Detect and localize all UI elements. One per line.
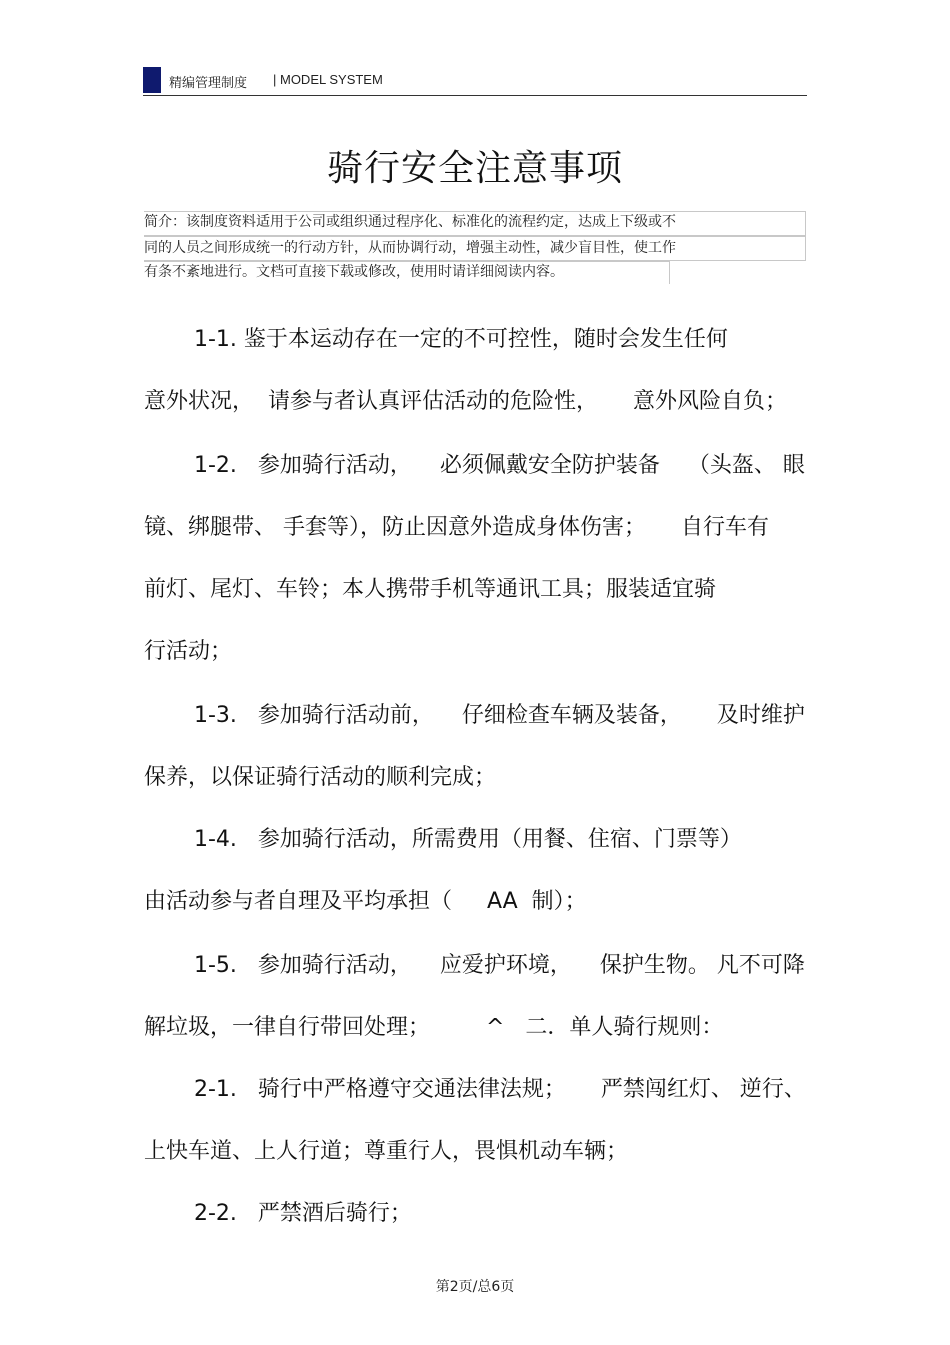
header-system: | MODEL SYSTEM [273,72,383,87]
body-line-1: 1-1. 鉴于本运动存在一定的不可控性，随时会发生任何 [194,327,728,352]
body-line-2: 意外状况， 请参与者认真评估活动的危险性， 意外风险自负； [144,389,787,414]
body-line-11: 1-5. 参加骑行活动， 应爱护环境， 保护生物。 凡不可降 [194,953,805,978]
body-line-15: 2-2. 严禁酒后骑行； [194,1201,412,1226]
body-line-6: 行活动； [144,639,233,664]
body-line-5: 前灯、尾灯、车铃；本人携带手机等通讯工具；服装适宜骑 [144,577,717,602]
body-line-10: 由活动参与者自理及平均承担（ AA 制）； [144,889,587,914]
document-title: 骑行安全注意事项 [326,148,623,189]
body-line-8: 保养，以保证骑行活动的顺利完成； [144,765,497,790]
header-brand: 精编管理制度 [169,76,248,91]
intro-line-2: 同的人员之间形成统一的行动方针，从而协调行动，增强主动性，减少盲目性，使工作 [144,240,676,256]
body-line-12: 解垃圾，一律自行带回处理； ^ 二．单人骑行规则： [144,1015,724,1040]
logo-icon [143,67,161,93]
body-line-4: 镜、绑腿带、 手套等），防止因意外造成身体伤害； 自行车有 [144,515,769,540]
intro-line-1: 简介：该制度资料适用于公司或组织通过程序化、标准化的流程约定，达成上下级或不 [144,214,676,230]
page-number: 第2页/总6页 [435,1279,515,1295]
body-line-14: 上快车道、上人行道；尊重行人，畏惧机动车辆； [144,1139,629,1164]
body-line-9: 1-4. 参加骑行活动，所需费用（用餐、住宿、门票等） [194,827,742,852]
body-line-13: 2-1. 骑行中严格遵守交通法律法规； 严禁闯红灯、 逆行、 [194,1077,806,1102]
intro-line-3: 有条不紊地进行。文档可直接下载或修改，使用时请详细阅读内容。 [144,264,564,280]
body-line-7: 1-3. 参加骑行活动前， 仔细检查车辆及装备， 及时维护 [194,703,805,728]
body-line-3: 1-2. 参加骑行活动， 必须佩戴安全防护装备 （头盔、 眼 [194,453,805,478]
page-header [143,66,807,96]
